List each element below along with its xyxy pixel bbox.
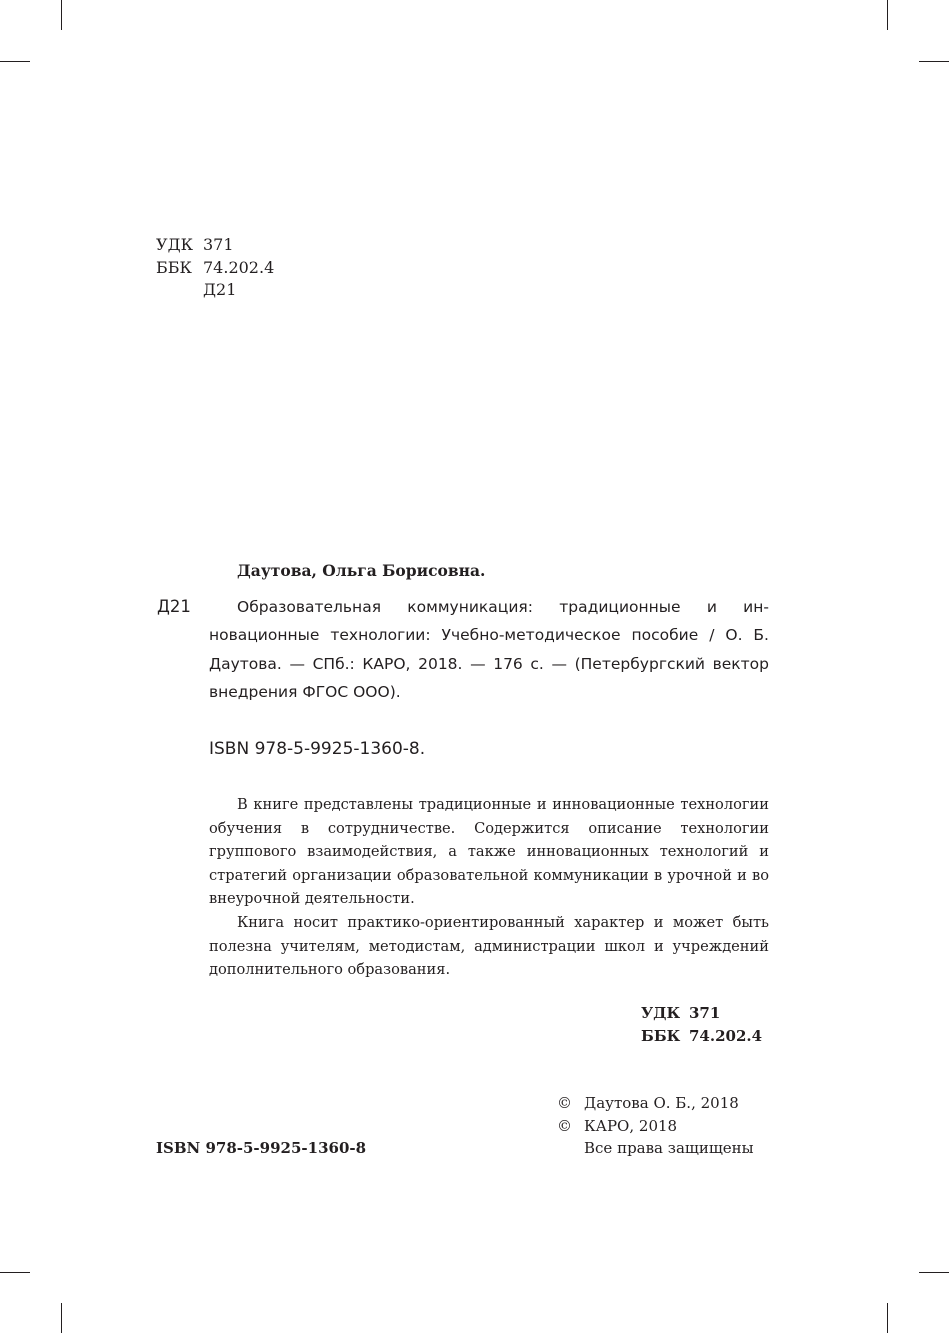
crop-mark-bottom-right [887,1303,888,1333]
bottom-bbk-row [641,1025,762,1048]
annotation-paragraph: Книга носит практико-ориентированный характер и может быть полезна учителям, методистам, администрации школ и учреждений дополнительного образования. [209,913,769,979]
author-heading: Даутова, Ольга Борисовна. [237,561,486,580]
udk-label: УДК [156,235,193,254]
crop-mark-top-right-h [919,61,949,62]
bottom-classification-codes [641,1002,762,1047]
annotation-paragraph: В книге представлены традиционные и инновационные технологии обучения в сотрудничестве. Содержится описание технологии группового взаимодействия, а также инновационных технологий и стратегий организации образовательной коммуникации в урочной и во внеурочной деятельности. [209,796,769,908]
copyright-icon: © [557,1094,572,1112]
crop-mark-bottom-right-h [919,1272,949,1273]
copyright-author: Даутова О. Б., 2018 [584,1094,739,1112]
bottom-udk-row [641,1002,762,1025]
bbk-label: ББК [156,257,192,277]
all-rights-reserved: Все права защищены [584,1139,754,1157]
author-mark-code: Д21 [203,280,237,299]
copyright-line-publisher [557,1115,769,1138]
bottom-udk-value: 371 [689,1004,721,1022]
crop-mark-top-left-h [0,61,30,62]
crop-mark-top-left [61,0,62,30]
copyright-block [557,1092,769,1160]
isbn-bottom: ISBN 978-5-9925-1360-8 [156,1139,367,1157]
bottom-bbk-value: 74.202.4 [689,1026,763,1045]
author-mark-row [156,279,274,302]
copyright-icon: © [557,1116,572,1135]
isbn-main: ISBN 978-5-9925-1360-8. [209,739,426,759]
bibliographic-description: Образовательная коммуникация: традиционные и инновационные технологии: Учебно-методическое пособие / О. Б. Даутова. — СПб.: КАРО, 2018. — 176 с. — (Петербургский вектор внедрения ФГОС ООО). [209,598,769,701]
copyright-line-author [557,1092,769,1115]
bbk-row [156,257,274,280]
bottom-bbk-label: ББК [641,1026,681,1045]
udk-value: 371 [203,235,234,254]
copyright-publisher: КАРО, 2018 [584,1116,678,1135]
classification-codes [156,234,274,302]
crop-mark-bottom-left [61,1303,62,1333]
crop-mark-bottom-left-h [0,1272,30,1273]
bottom-udk-label: УДК [641,1004,681,1022]
rights-line [557,1137,769,1160]
bib-author-mark: Д21 [157,597,191,616]
crop-mark-top-right [887,0,888,30]
bbk-value: 74.202.4 [203,257,275,277]
udk-row [156,234,274,257]
annotation [209,793,769,982]
